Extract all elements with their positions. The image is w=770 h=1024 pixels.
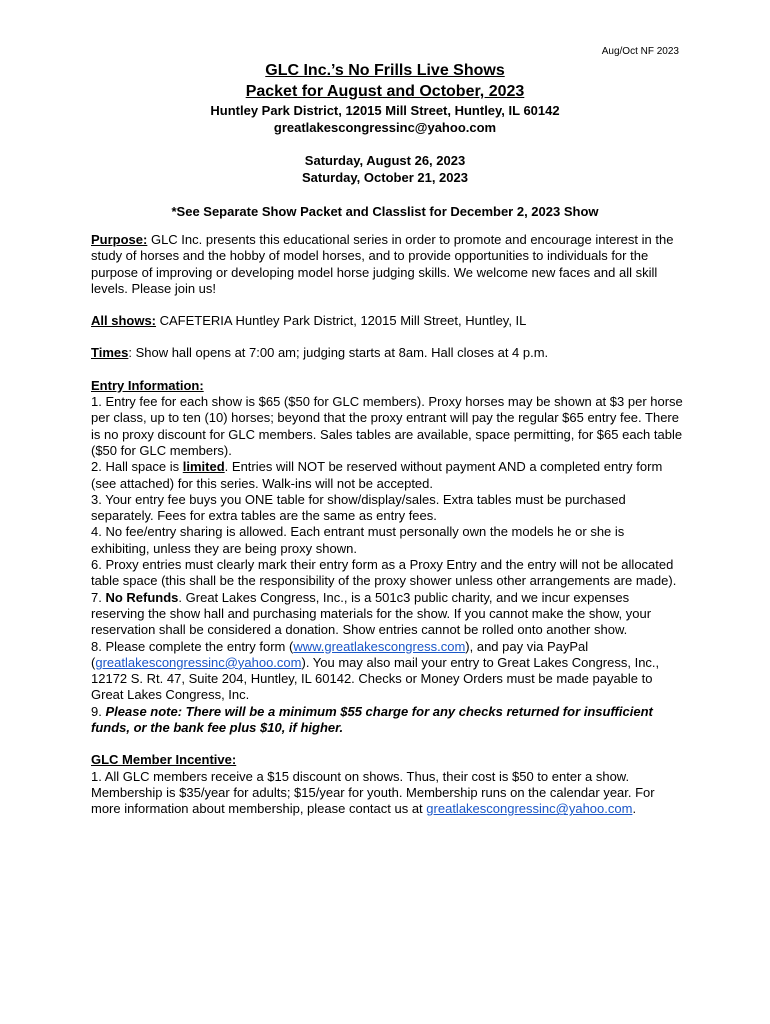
member-heading xyxy=(91,752,683,768)
corner-label: Aug/Oct NF 2023 xyxy=(601,46,679,57)
entry-heading-text: Entry Information: xyxy=(91,377,204,393)
entry-item-8-b: ), and pay via PayPal ( xyxy=(91,638,589,670)
show-date-2: Saturday, October 21, 2023 xyxy=(302,170,468,185)
purpose-paragraph xyxy=(91,232,683,297)
entry-item-7-b: . Great Lakes Congress, Inc., is a 501c3 public charity, and we incur expenses reserving the show hall and purchasing materials for the show. If you cannot make the show, your reservation shall be considered a donation. Show entries cannot be rolled onto another show. xyxy=(91,589,652,638)
entry-item-3: 3. Your entry fee buys you ONE table for show/display/sales. Extra tables must be purchased separately. Fees for extra tables are the same as entry fees. xyxy=(91,491,626,524)
all-shows-text: CAFETERIA Huntley Park District, 12015 Mill Street, Huntley, IL xyxy=(156,313,527,329)
entry-item-9-bold-italic: Please note: There will be a minimum $55 charge for any checks returned for insufficient funds, or the bank fee plus $10, if higher. xyxy=(91,703,653,736)
member-text: 1. All GLC members receive a $15 discount on shows. Thus, their cost is $50 to enter a show. Membership is $35/year for adults; $15/year for youth. Membership runs on the calendar year. For more information about membership, please contact us at xyxy=(91,768,655,817)
show-date-1: Saturday, August 26, 2023 xyxy=(304,153,466,168)
entry-heading xyxy=(91,378,683,394)
title-line-2: Packet for August and October, 2023 xyxy=(245,83,525,100)
entry-item-8-c: ). You may also mail your entry to Great Lakes Congress, Inc., 12172 S. Rt. 47, Suite 204, Huntley, IL 60142. Checks or Money Orders must be made payable to Great Lakes Congress, Inc. xyxy=(91,654,660,703)
member-text-end: . xyxy=(632,801,637,817)
entry-item-1: 1. Entry fee for each show is $65 ($50 for GLC members). Proxy horses may be shown at $3 per horse per class, up to ten (10) horses; beyond that the proxy entrant will pay the regular $65 entry fee. There is no proxy discount for GLC members. Sales tables are available, space permitting, for $65 each table ($50 for GLC members). xyxy=(91,394,683,458)
times-paragraph xyxy=(91,345,683,361)
times-label: Times xyxy=(91,345,129,361)
entry-item-2-a: 2. Hall space is xyxy=(91,459,183,475)
paypal-email-link[interactable]: greatlakescongressinc@yahoo.com xyxy=(95,654,302,670)
entry-item-9 xyxy=(91,704,683,737)
document-header xyxy=(0,60,770,220)
website-link[interactable]: www.greatlakescongress.com xyxy=(293,638,466,654)
entry-item-2 xyxy=(91,459,683,492)
times-text: : Show hall opens at 7:00 am; judging starts at 8am. Hall closes at 4 p.m. xyxy=(128,345,549,361)
purpose-text: GLC Inc. presents this educational series in order to promote and encourage interest in the study of horses and the hobby of model horses, and to provide opportunities to individuals for the purpose of improving or developing model horse judging skills. We welcome new faces and all skill levels. Please join us! xyxy=(91,232,674,296)
entry-item-2-b: . Entries will NOT be reserved without payment AND a completed entry form (see attached) for this series. Walk-ins will not be accepted. xyxy=(91,459,663,491)
separate-packet-notice: *See Separate Show Packet and Classlist for December 2, 2023 Show xyxy=(171,204,599,219)
title-line-1: GLC Inc.’s No Frills Live Shows xyxy=(265,62,505,79)
entry-item-7 xyxy=(91,590,683,639)
entry-item-7-a: 7. xyxy=(91,589,106,605)
all-shows-paragraph xyxy=(91,313,683,329)
member-paragraph xyxy=(91,769,683,818)
document-body xyxy=(91,232,683,818)
member-heading-text: GLC Member Incentive: xyxy=(91,752,237,768)
entry-item-2-bold: limited xyxy=(182,459,225,475)
entry-item-6: 6. Proxy entries must clearly mark their entry form as a Proxy Entry and the entry will not be allocated table space (this shall be the responsibility of the proxy shower unless other arrangements are made). xyxy=(91,557,677,589)
entry-item-9-a: 9. xyxy=(91,703,106,719)
entry-item-4: 4. No fee/entry sharing is allowed. Each entrant must personally own the models he or she is exhibiting, unless they are being proxy shown. xyxy=(91,524,625,556)
purpose-label: Purpose: xyxy=(91,232,148,247)
entry-item-8-a: 8. Please complete the entry form ( xyxy=(91,638,294,654)
entry-item-7-bold: No Refunds xyxy=(105,589,179,605)
header-email: greatlakescongressinc@yahoo.com xyxy=(273,120,497,135)
all-shows-label: All shows: xyxy=(91,313,157,329)
membership-email-link[interactable]: greatlakescongressinc@yahoo.com xyxy=(426,801,633,817)
entry-item-8 xyxy=(91,639,683,704)
header-address: Huntley Park District, 12015 Mill Street, Huntley, IL 60142 xyxy=(210,103,560,118)
